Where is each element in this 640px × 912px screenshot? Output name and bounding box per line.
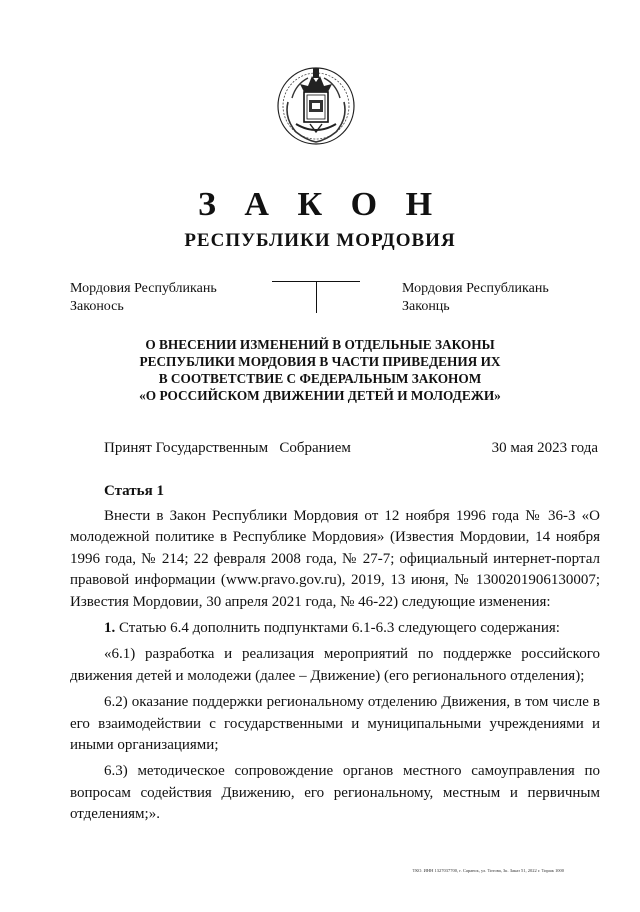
law-heading-line: РЕСПУБЛИКИ МОРДОВИЯ В ЧАСТИ ПРИВЕДЕНИЯ ИХ — [139, 354, 501, 369]
republic-subtitle: РЕСПУБЛИКИ МОРДОВИЯ — [184, 230, 456, 251]
law-heading — [0, 336, 640, 404]
item-1-number: 1. — [104, 620, 116, 637]
law-heading-line: «О РОССИЙСКОМ ДВИЖЕНИИ ДЕТЕЙ И МОЛОДЕЖИ» — [139, 388, 501, 403]
subitem-6-1-paragraph: «6.1) разработка и реализация мероприятий по поддержке российского движения детей и молодежи (далее – Движение) (его регионального отделения); — [70, 646, 600, 684]
subitem-6-2-paragraph: 6.2) оказание поддержки региональному отделению Движения, в том числе в его взаимодействии с государственными и муниципальными учреждениями и иными организациями; — [70, 694, 600, 754]
header-divider-vertical — [316, 281, 317, 313]
erzya-label-left — [70, 280, 217, 316]
article-title: Статья 1 — [104, 483, 164, 499]
article-intro-paragraph: Внести в Закон Республики Мордовия от 12 ноября 1996 года № 36-З «О молодежной политике в Республике Мордовия» (Известия Мордовии, 14 ноября 1996 года, № 214; 22 февраля 2008 года, № 27-7; официальный интернет-портал правовой информации (www.pravo.gov.ru), 2019, 13 июня, № 1300201906130007; Известия Мордовии, 30 апреля 2021 года, № 46-22) следующие изменения: — [70, 508, 600, 610]
mordovia-coat-of-arms-icon — [274, 62, 358, 146]
item-1-paragraph — [70, 618, 600, 639]
erzya-label-left-line2: Законось — [70, 299, 124, 314]
moksha-label-right-line1: Мордовия Республикань — [402, 281, 549, 296]
subitem-6-3-paragraph: 6.3) методическое сопровождение органов местного самоуправления по вопросам содействия Движению, его региональному, местным и первичным отделениям;». — [70, 763, 600, 823]
erzya-label-left-line1: Мордовия Республикань — [70, 281, 217, 296]
law-heading-line: В СООТВЕТСТВИЕ С ФЕДЕРАЛЬНЫМ ЗАКОНОМ — [158, 371, 482, 386]
law-heading-line: О ВНЕСЕНИИ ИЗМЕНЕНИЙ В ОТДЕЛЬНЫЕ ЗАКОНЫ — [145, 337, 495, 352]
moksha-label-right-line2: Законць — [402, 299, 450, 314]
print-mark-footnote: ТКО. ИНН 1327037700, г. Саранск, ул. Титова, 3к. Заказ 51, 2022 г. Тираж 1000 — [412, 868, 564, 873]
article-body — [70, 506, 600, 826]
adoption-text: Принят Государственным Собранием — [104, 440, 351, 456]
moksha-label-right — [402, 280, 549, 316]
adoption-date: 30 мая 2023 года — [491, 440, 598, 456]
law-title: З А К О Н — [197, 186, 443, 223]
item-1-text: Статью 6.4 дополнить подпунктами 6.1-6.3 следующего содержания: — [119, 620, 560, 637]
